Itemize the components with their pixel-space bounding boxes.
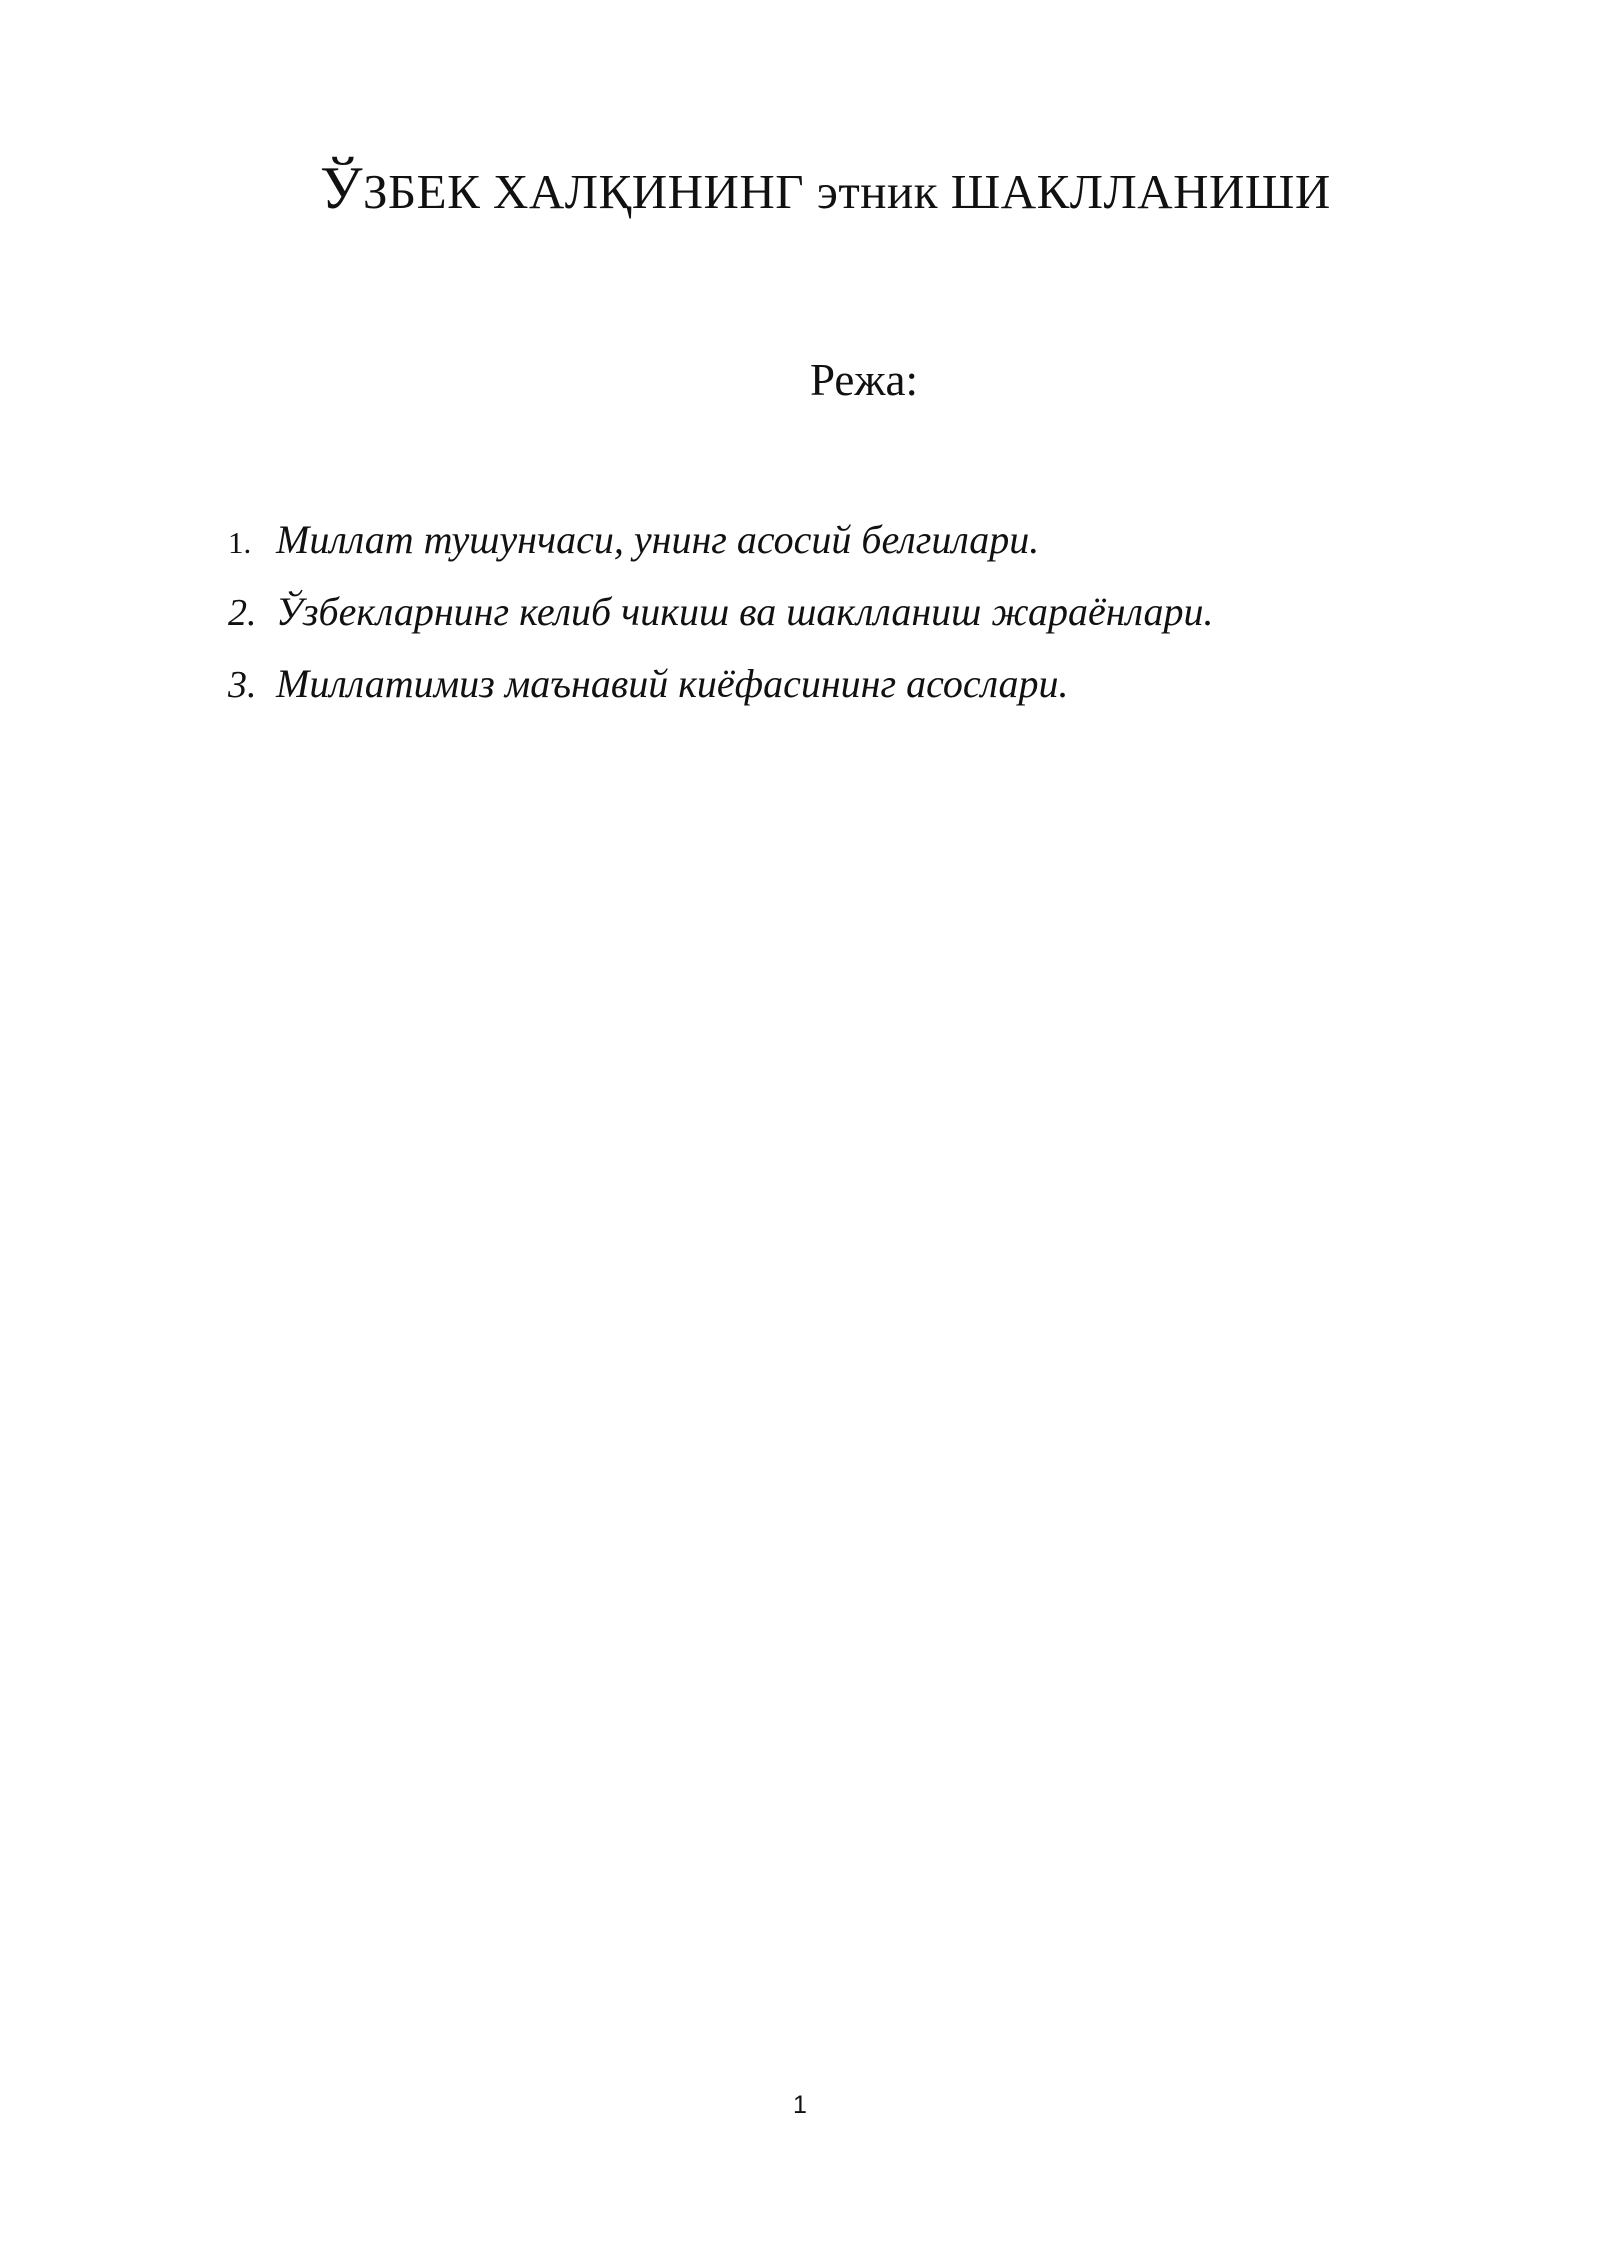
plan-heading: Режа:: [810, 355, 918, 405]
title-first-letter: Ў: [320, 155, 363, 221]
page-number: 1: [793, 2091, 807, 2119]
plan-item: [228, 660, 1214, 732]
plan-item-number: 1.: [228, 525, 252, 560]
plan-item-text: Миллатимиз маънавий киёфасининг асослари.: [276, 661, 1069, 706]
plan-item-number: 3.: [228, 664, 257, 706]
plan-item-text: Ўзбекларнинг келиб чикиш ва шаклланиш жараёнлари.: [276, 589, 1214, 634]
document-title: [320, 155, 1360, 222]
plan-list: [228, 516, 1214, 732]
plan-item-text: Миллат тушунчаси, унинг асосий белгилари.: [276, 517, 1040, 562]
title-rest: ЗБЕК ХАЛҚИНИНГ этник ШАКЛЛАНИШИ: [362, 164, 1331, 219]
plan-item-number: 2.: [228, 592, 257, 634]
plan-item: [228, 516, 1214, 588]
plan-item: [228, 588, 1214, 660]
